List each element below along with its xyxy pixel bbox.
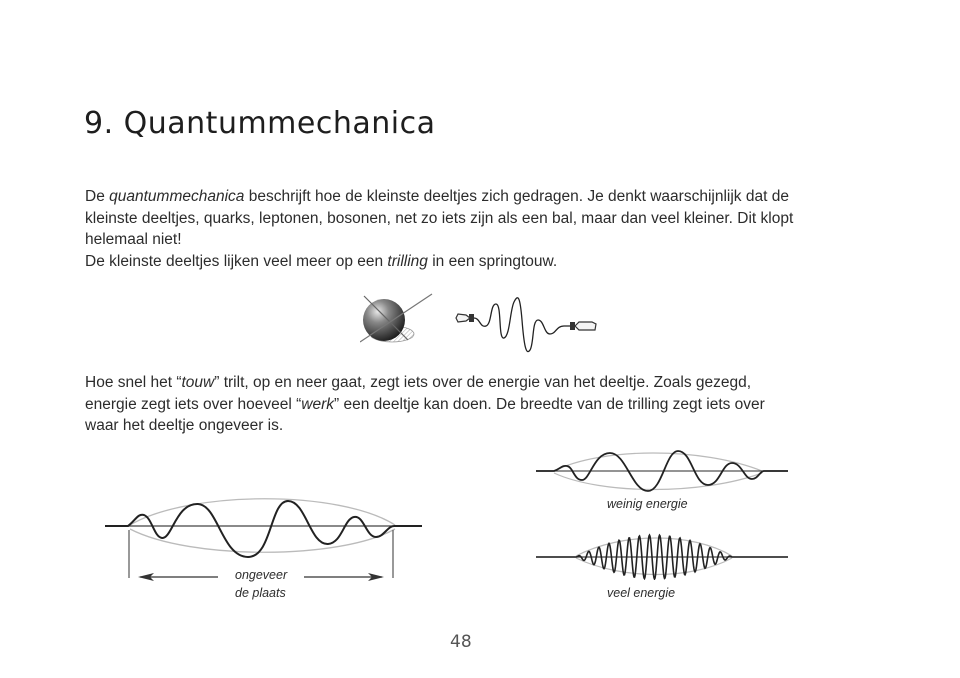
page-title: 9. Quantummechanica [84, 106, 436, 141]
intro-line-3: helemaal niet! [85, 231, 182, 248]
low-energy-wave [532, 447, 792, 497]
position-caption-line-2: de plaats [235, 586, 286, 600]
intro-line-1 [85, 186, 885, 208]
text: beschrijft hoe de kleinste deeltjes zich gedragen. Je denkt waarschijnlijk dat de [244, 188, 789, 205]
text: De [85, 188, 110, 205]
intro-paragraph [85, 186, 885, 272]
explanation-line-2 [85, 394, 885, 416]
high-energy-wave [532, 530, 792, 580]
text: ” trilt, op en neer gaat, zegt iets over de energie van het deeltje. Zoals gezegd, [214, 374, 752, 391]
text: Hoe snel het “ [85, 374, 182, 391]
text: in een springtouw. [427, 252, 558, 270]
position-caption-line-1: ongeveer [235, 568, 288, 582]
emphasis-term: werk [301, 395, 335, 413]
crossed-ball-icon [360, 290, 440, 350]
explanation-paragraph [85, 372, 885, 437]
text: De kleinste deeltjes lijken veel meer op een [85, 252, 388, 270]
high-energy-caption: veel energie [607, 586, 676, 600]
text: ” een deeltje kan doen. De breedte van de trilling zegt iets over [334, 395, 765, 413]
jump-rope-icon [452, 290, 607, 360]
intro-line-2: kleinste deeltjes, quarks, leptonen, bosonen, net zo iets zijn als een bal, maar dan veel kleiner. Dit klopt [85, 209, 794, 227]
emphasis-term: touw [181, 374, 215, 391]
emphasis-term: quantummechanica [109, 188, 245, 205]
explanation-line-3: waar het deeltje ongeveer is. [85, 417, 284, 434]
page-number: 48 [450, 632, 472, 652]
text: energie zegt iets over hoeveel “ [85, 395, 302, 413]
explanation-line-1 [85, 372, 885, 394]
emphasis-term: trilling [387, 252, 428, 270]
low-energy-caption: weinig energie [607, 497, 688, 511]
intro-line-4 [85, 251, 885, 273]
